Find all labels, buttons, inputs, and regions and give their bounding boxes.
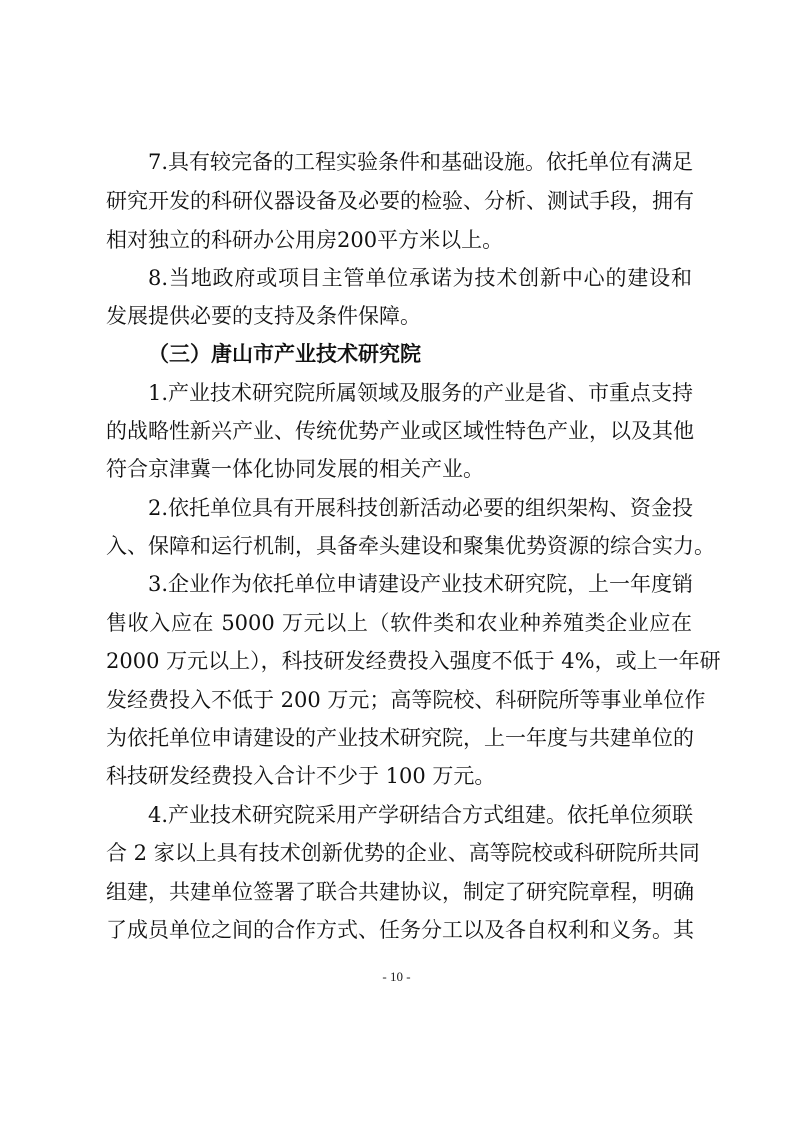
item-4-line-2: 合 2 家以上具有技术创新优势的企业、高等院校或科研院所共同	[106, 841, 700, 865]
item-3-line-1: 3.企业作为依托单位申请建设产业技术研究院，上一年度销	[148, 572, 694, 596]
item-3-line-4: 发经费投入不低于 200 万元；高等院校、科研院所等事业单位作	[106, 688, 706, 712]
paragraph-8-line-1: 8.当地政府或项目主管单位承诺为技术创新中心的建设和	[148, 266, 692, 290]
paragraph-7-line-2: 研究开发的科研仪器设备及必要的检验、分析、测试手段，拥有	[106, 189, 694, 213]
item-3-line-5: 为依托单位申请建设的产业技术研究院，上一年度与共建单位的	[106, 726, 694, 750]
item-4-line-4: 了成员单位之间的合作方式、任务分工以及各自权利和义务。其	[106, 918, 694, 942]
item-3-line-6: 科技研发经费投入合计不少于 100 万元。	[106, 764, 496, 788]
item-4-line-1: 4.产业技术研究院采用产学研结合方式组建。依托单位须联	[148, 803, 694, 827]
item-2-line-2: 入、保障和运行机制，具备牵头建设和聚集优势资源的综合实力。	[106, 534, 715, 558]
paragraph-8-line-2: 发展提供必要的支持及条件保障。	[106, 304, 421, 328]
item-1-line-3: 符合京津冀一体化协同发展的相关产业。	[106, 457, 484, 481]
paragraph-7-line-1: 7.具有较完备的工程实验条件和基础设施。依托单位有满足	[148, 150, 694, 174]
page-number: - 10 -	[382, 969, 411, 984]
item-2-line-1: 2.依托单位具有开展科技创新活动必要的组织架构、资金投	[148, 496, 694, 520]
section-heading: （三）唐山市产业技术研究院	[148, 341, 421, 366]
paragraph-7-line-3: 相对独立的科研办公用房200平方米以上。	[106, 228, 504, 252]
item-1-line-1: 1.产业技术研究院所属领域及服务的产业是省、市重点支持	[148, 381, 694, 405]
item-4-line-3: 组建，共建单位签署了联合共建协议，制定了研究院章程，明确	[106, 880, 694, 904]
item-3-line-2: 售收入应在 5000 万元以上（软件类和农业种养殖类企业应在	[106, 611, 692, 635]
item-3-line-3: 2000 万元以上），科技研发经费投入强度不低于 4%，或上一年研	[106, 649, 721, 673]
item-1-line-2: 的战略性新兴产业、传统优势产业或区域性特色产业，以及其他	[106, 419, 694, 443]
